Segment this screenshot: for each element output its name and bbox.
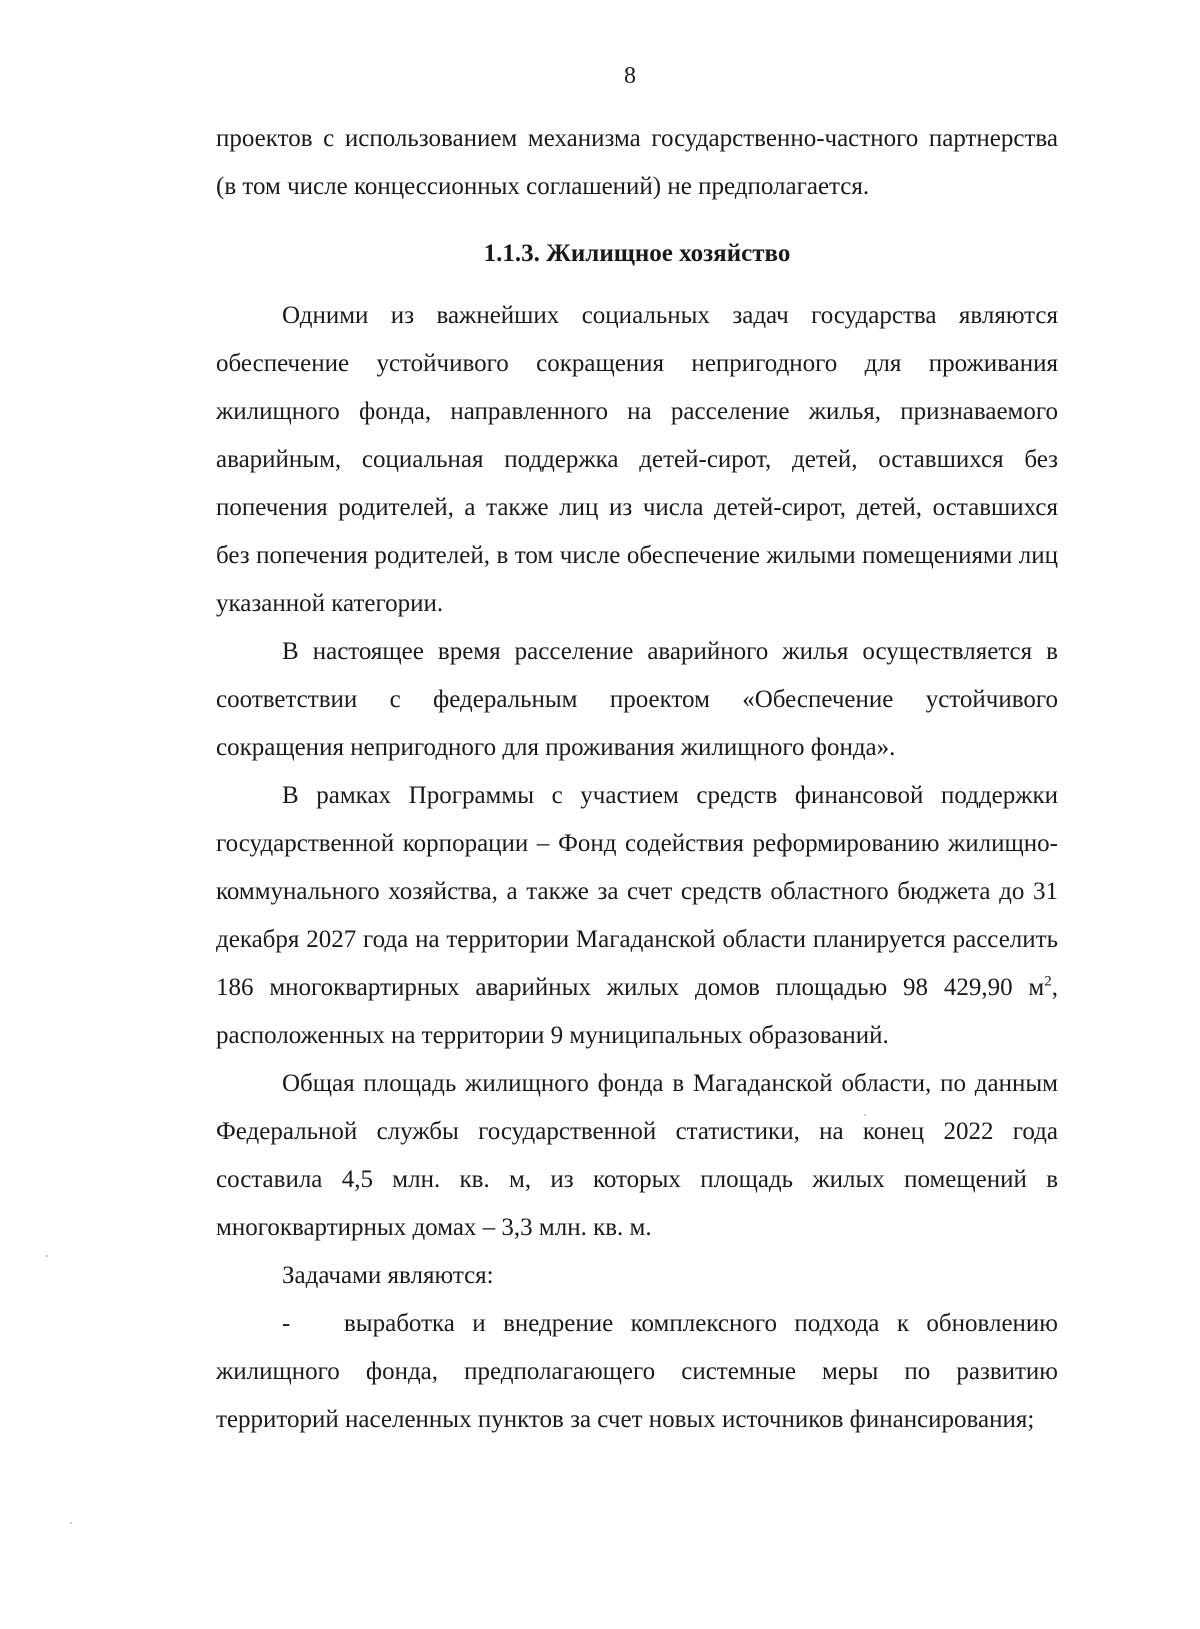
intro-paragraph: проектов с использованием механизма государственно-частного партнерства (в том числе концессионных соглашений) не предполагается. (216, 125, 1058, 200)
section-body (216, 292, 1058, 1444)
paragraph-tasks-intro: Задачами являются: (282, 1262, 494, 1289)
paragraph-federal-project: В настоящее время расселение аварийного жилья осуществляется в соответствии с федеральным проектом «Обеспечение устойчивого сокращения непригодного для проживания жилищного фонда». (216, 638, 1058, 761)
task-text: выработка и внедрение комплексного подхода к обновлению жилищного фонда, предполагающего системные меры по развитию территорий населенных пунктов за счет новых источников финансирования; (216, 1310, 1058, 1433)
superscript-square: 2 (1044, 973, 1052, 990)
task-list-item (216, 1300, 1058, 1444)
scan-speck (70, 1522, 72, 1524)
paragraph-social-tasks: Одними из важнейших социальных задач государства являются обеспечение устойчивого сокращения непригодного для проживания жилищного фонда, направленного на расселение жилья, признаваемого аварийным, социальная поддержка детей-сирот, детей, оставшихся без попечения родителей, а также лиц из числа детей-сирот, детей, оставшихся без попечения родителей, в том числе обеспечение жилыми помещениями лиц указанной категории. (216, 302, 1058, 617)
paragraph-program-text-end: , расположенных на территории 9 муниципальных образований. (216, 974, 1058, 1049)
intro-block (216, 115, 1058, 211)
paragraph-program-resettlement (216, 772, 1058, 1060)
scan-speck (46, 1255, 48, 1257)
page-number: 8 (624, 63, 636, 89)
paragraph-housing-area: Общая площадь жилищного фонда в Магаданской области, по данным Федеральной службы государственной статистики, на конец 2022 года составила 4,5 млн. кв. м, из которых площадь жилых помещений в многоквартирных домах – 3,3 млн. кв. м. (216, 1070, 1058, 1241)
section-heading: 1.1.3. Жилищное хозяйство (483, 240, 791, 267)
list-dash-marker: - (282, 1310, 291, 1337)
scan-speck (864, 1114, 866, 1116)
paragraph-program-text: В рамках Программы с участием средств финансовой поддержки государственной корпорации – Фонд содействия реформированию жилищно-коммунального хозяйства, а также за счет средств областного бюджета до 31 декабря 2027 года на территории Магаданской области планируется расселить 186 многоквартирных аварийных жилых домов площадью 98 429,90 м (216, 782, 1058, 1001)
